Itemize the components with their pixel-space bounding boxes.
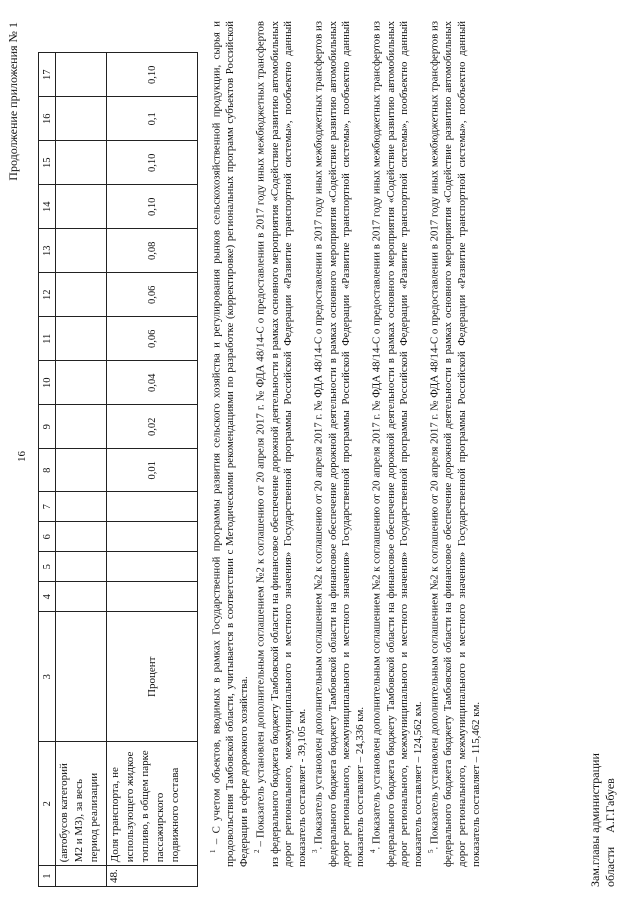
value-cell: 0,08 — [107, 229, 198, 273]
header-cell: 2 — [39, 742, 56, 866]
signature-row — [603, 753, 618, 887]
indicator-name-cell: (автобусов категорий М2 и М3), за весь период реализации — [56, 742, 107, 866]
header-cell: 16 — [39, 97, 56, 141]
header-cell: 4 — [39, 582, 56, 612]
unit-cell — [56, 612, 107, 742]
value-cell — [56, 273, 107, 317]
value-cell: 0,06 — [107, 273, 198, 317]
value-cell: 0,01 — [107, 449, 198, 492]
row-number-cell — [56, 866, 107, 887]
value-cell — [56, 449, 107, 492]
signature-region: области — [603, 846, 617, 887]
header-cell: 1 — [39, 866, 56, 887]
value-cell — [56, 229, 107, 273]
value-cell: 0,10 — [107, 185, 198, 229]
table-row — [107, 53, 198, 887]
value-cell — [107, 552, 198, 582]
footnote — [425, 21, 483, 867]
value-cell — [56, 53, 107, 97]
footnote — [207, 21, 251, 867]
header-cell: 12 — [39, 273, 56, 317]
value-cell — [107, 582, 198, 612]
table-row — [56, 53, 107, 887]
header-cell: 10 — [39, 361, 56, 405]
footnote-text: – С учетом объектов, вводимых в рамках Государственной программы развития сельского хозяйства и регулирования рынков сельскохозяйственной продукции, сырья и продовольствия Тамбовской области, учитывается в соответствии с Методическими рекомендациями по разработке (корректировке) региональных программ субъектов Российской Федерации в сфере дорожного хозяйства. — [210, 21, 250, 867]
page-number: 16 — [16, 451, 28, 462]
value-cell — [56, 141, 107, 185]
header-cell: 13 — [39, 229, 56, 273]
value-cell: 0,06 — [107, 317, 198, 361]
value-cell — [56, 492, 107, 522]
footnote-text: . Показатель установлен дополнительным соглашением №2 к соглашению от 20 апреля 2017 г. № ФДА 48/14-С о предоставлении в 2017 году иных межбюджетных трансфертов из федерального бюджета бюджету Тамбовской области на финансовое обеспечение дорожной деятельности в рамках основного мероприятия «Содействие развитию автомобильных дорог регионального, межмуниципального и местного значения» Государственной программы Российской Федерации «Развитие транспортной системы», пообъектно данный показатель составляет – 115,462 км. — [428, 21, 482, 867]
footnote-mark: 3 — [311, 849, 320, 853]
footnote — [367, 21, 425, 867]
row-number-cell: 48. — [107, 866, 198, 887]
indicators-table — [38, 52, 198, 887]
footnote-mark: 2 — [253, 849, 262, 853]
unit-cell: Процент — [107, 612, 198, 742]
continuation-label: Продолжение приложения № 1 — [6, 22, 20, 181]
value-cell — [56, 317, 107, 361]
header-cell: 7 — [39, 492, 56, 522]
footnote-text: . Показатель установлен дополнительным соглашением №2 к соглашению от 20 апреля 2017 г. № ФДА 48/14-С о предоставлении в 2017 году иных межбюджетных трансфертов из федерального бюджета бюджету Тамбовской области на финансовое обеспечение дорожной деятельности в рамках основного мероприятия «Содействие развитию автомобильных дорог регионального, межмуниципального и местного значения» Государственной программы Российской Федерации «Развитие транспортной системы», пообъектно данный показатель составляет – 124,562 км. — [370, 21, 424, 867]
value-cell — [56, 97, 107, 141]
value-cell: 0,10 — [107, 53, 198, 97]
signature-title: Зам.главы администрации — [588, 753, 602, 887]
header-cell: 5 — [39, 552, 56, 582]
header-cell: 15 — [39, 141, 56, 185]
value-cell — [107, 522, 198, 552]
value-cell: 0,04 — [107, 361, 198, 405]
header-cell: 8 — [39, 449, 56, 492]
footnote — [251, 21, 309, 867]
footnote-text: . Показатель установлен дополнительным соглашением №2 к соглашению от 20 апреля 2017 г. № ФДА 48/14-С о предоставлении в 2017 году иных межбюджетных трансфертов из федерального бюджета бюджету Тамбовской области на финансовое обеспечение дорожной деятельности в рамках основного мероприятия «Содействие развитию автомобильных дорог регионального, межмуниципального и местного значения» Государственной программы Российской Федерации «Развитие транспортной системы», пообъектно данный показатель составляет – 24,336 км. — [312, 21, 366, 867]
value-cell: 0,02 — [107, 405, 198, 449]
value-cell — [56, 361, 107, 405]
value-cell — [56, 552, 107, 582]
header-cell: 3 — [39, 612, 56, 742]
value-cell — [107, 492, 198, 522]
footnote-mark: 1 — [209, 849, 217, 853]
indicator-name-cell: Доля транспорта, не использующего жидкое топливо, в общем парке пассажирского подвижного состава — [107, 742, 198, 866]
footnote-mark: 4 — [369, 849, 378, 853]
footnote-text: – Показатель установлен дополнительным соглашением №2 к соглашению от 20 апреля 2017 г. № ФДА 48/14-С о предоставлении в 2017 году иных межбюджетных трансфертов из федерального бюджета бюджету Тамбовской области на финансовое обеспечение дорожной деятельности в рамках основного мероприятия «Содействие развитию автомобильных дорог регионального, межмуниципального и местного значения» Государственной программы Российской Федерации «Развитие транспортной системы», пообъектно данный показатель составляет - 39,105 км. — [254, 21, 308, 867]
header-cell: 14 — [39, 185, 56, 229]
value-cell: 0,1 — [107, 97, 198, 141]
header-cell: 9 — [39, 405, 56, 449]
table-header-row — [39, 53, 56, 887]
value-cell: 0,10 — [107, 141, 198, 185]
footnotes — [207, 21, 483, 867]
footnote — [309, 21, 367, 867]
value-cell — [56, 522, 107, 552]
header-cell: 11 — [39, 317, 56, 361]
value-cell — [56, 405, 107, 449]
signatory-name: А.Г.Габуев — [603, 778, 617, 833]
header-cell: 6 — [39, 522, 56, 552]
header-cell: 17 — [39, 53, 56, 97]
footnote-mark: 5 — [427, 849, 436, 853]
value-cell — [56, 582, 107, 612]
value-cell — [56, 185, 107, 229]
signature-block — [588, 753, 618, 887]
